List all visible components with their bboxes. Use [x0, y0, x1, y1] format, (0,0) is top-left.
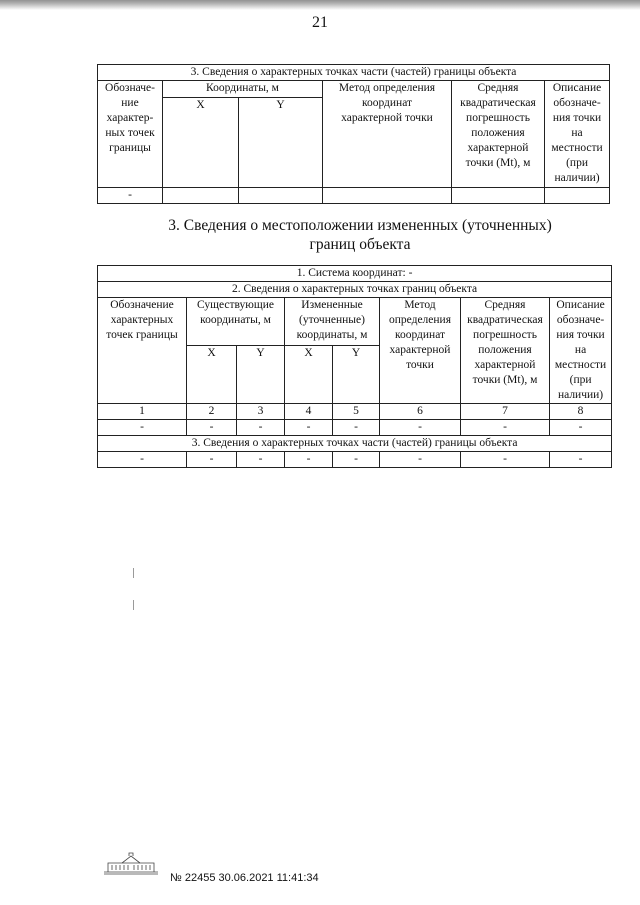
table2-column-number: 5 — [333, 404, 380, 420]
table1-cell: - — [98, 188, 163, 204]
table2-parts-cell: - — [237, 452, 285, 468]
table1-cell — [323, 188, 452, 204]
page-number: 21 — [312, 14, 328, 31]
table1-cell — [452, 188, 545, 204]
table2-cell: - — [333, 420, 380, 436]
table2-header-changed-x: X — [285, 345, 333, 403]
section-title: 3. Сведения о местоположении измененных (уточненных) границ объекта — [168, 217, 552, 253]
scan-edge-shadow — [0, 0, 640, 10]
table2-header-changed-y: Y — [333, 345, 380, 403]
table2-column-number: 4 — [285, 404, 333, 420]
table2-cell: - — [187, 420, 237, 436]
table1-header-error: Средняя квадратическая погрешность положения характерной точки (Mt), м — [452, 81, 545, 188]
table2-column-number: 6 — [380, 404, 461, 420]
table2-parts-cell: - — [285, 452, 333, 468]
table2-header-method: Метод определения координат характерной точки — [380, 298, 461, 404]
table2-header-changed: Измененные (уточненные) координаты, м — [285, 298, 380, 346]
table2-caption-system: 1. Система координат: - — [98, 266, 612, 282]
table1-caption: 3. Сведения о характерных точках части (частей) границы объекта — [98, 65, 610, 81]
building-stamp-icon — [100, 852, 162, 876]
table2-caption-points: 2. Сведения о характерных точках границ объекта — [98, 282, 612, 298]
table1-cell — [545, 188, 610, 204]
changed-boundaries-table — [97, 265, 612, 468]
table2-column-number: 3 — [237, 404, 285, 420]
table1-cell — [239, 188, 323, 204]
table2-column-number: 2 — [187, 404, 237, 420]
table1-header-x: X — [163, 98, 239, 188]
table1-header-description: Описание обозначе- ния точки на местности (при наличии) — [545, 81, 610, 188]
table2-header-existing-y: Y — [237, 345, 285, 403]
table2-parts-cell: - — [98, 452, 187, 468]
table2-column-number: 7 — [461, 404, 550, 420]
table2-cell: - — [461, 420, 550, 436]
table1-header-y: Y — [239, 98, 323, 188]
scan-mark — [133, 600, 134, 610]
registration-stamp-text: № 22455 30.06.2021 11:41:34 — [170, 872, 319, 884]
table2-header-existing-x: X — [187, 345, 237, 403]
table1-header-method: Метод определения координат характерной точки — [323, 81, 452, 188]
table2-parts-cell: - — [380, 452, 461, 468]
table2-header-error: Средняя квадратическая погрешность положения характерной точки (Mt), м — [461, 298, 550, 404]
table2-parts-cell: - — [333, 452, 380, 468]
table1-header-designation: Обозначе- ние характер- ных точек границы — [98, 81, 163, 188]
table2-parts-cell: - — [461, 452, 550, 468]
table2-header-description: Описание обозначе- ния точки на местности (при наличии) — [550, 298, 612, 404]
scan-mark — [133, 568, 134, 578]
table2-cell: - — [237, 420, 285, 436]
table2-cell: - — [98, 420, 187, 436]
table2-cell: - — [550, 420, 612, 436]
parts-points-table-top — [97, 64, 610, 204]
table2-cell: - — [380, 420, 461, 436]
table2-parts-cell: - — [187, 452, 237, 468]
table2-column-number: 8 — [550, 404, 612, 420]
table2-parts-cell: - — [550, 452, 612, 468]
table2-header-designation: Обозначение характерных точек границы — [98, 298, 187, 404]
table1-cell — [163, 188, 239, 204]
table2-caption-parts: 3. Сведения о характерных точках части (частей) границы объекта — [98, 436, 612, 452]
table2-header-existing: Существующие координаты, м — [187, 298, 285, 346]
table2-cell: - — [285, 420, 333, 436]
table1-header-coordinates: Координаты, м — [163, 81, 323, 98]
table2-column-number: 1 — [98, 404, 187, 420]
